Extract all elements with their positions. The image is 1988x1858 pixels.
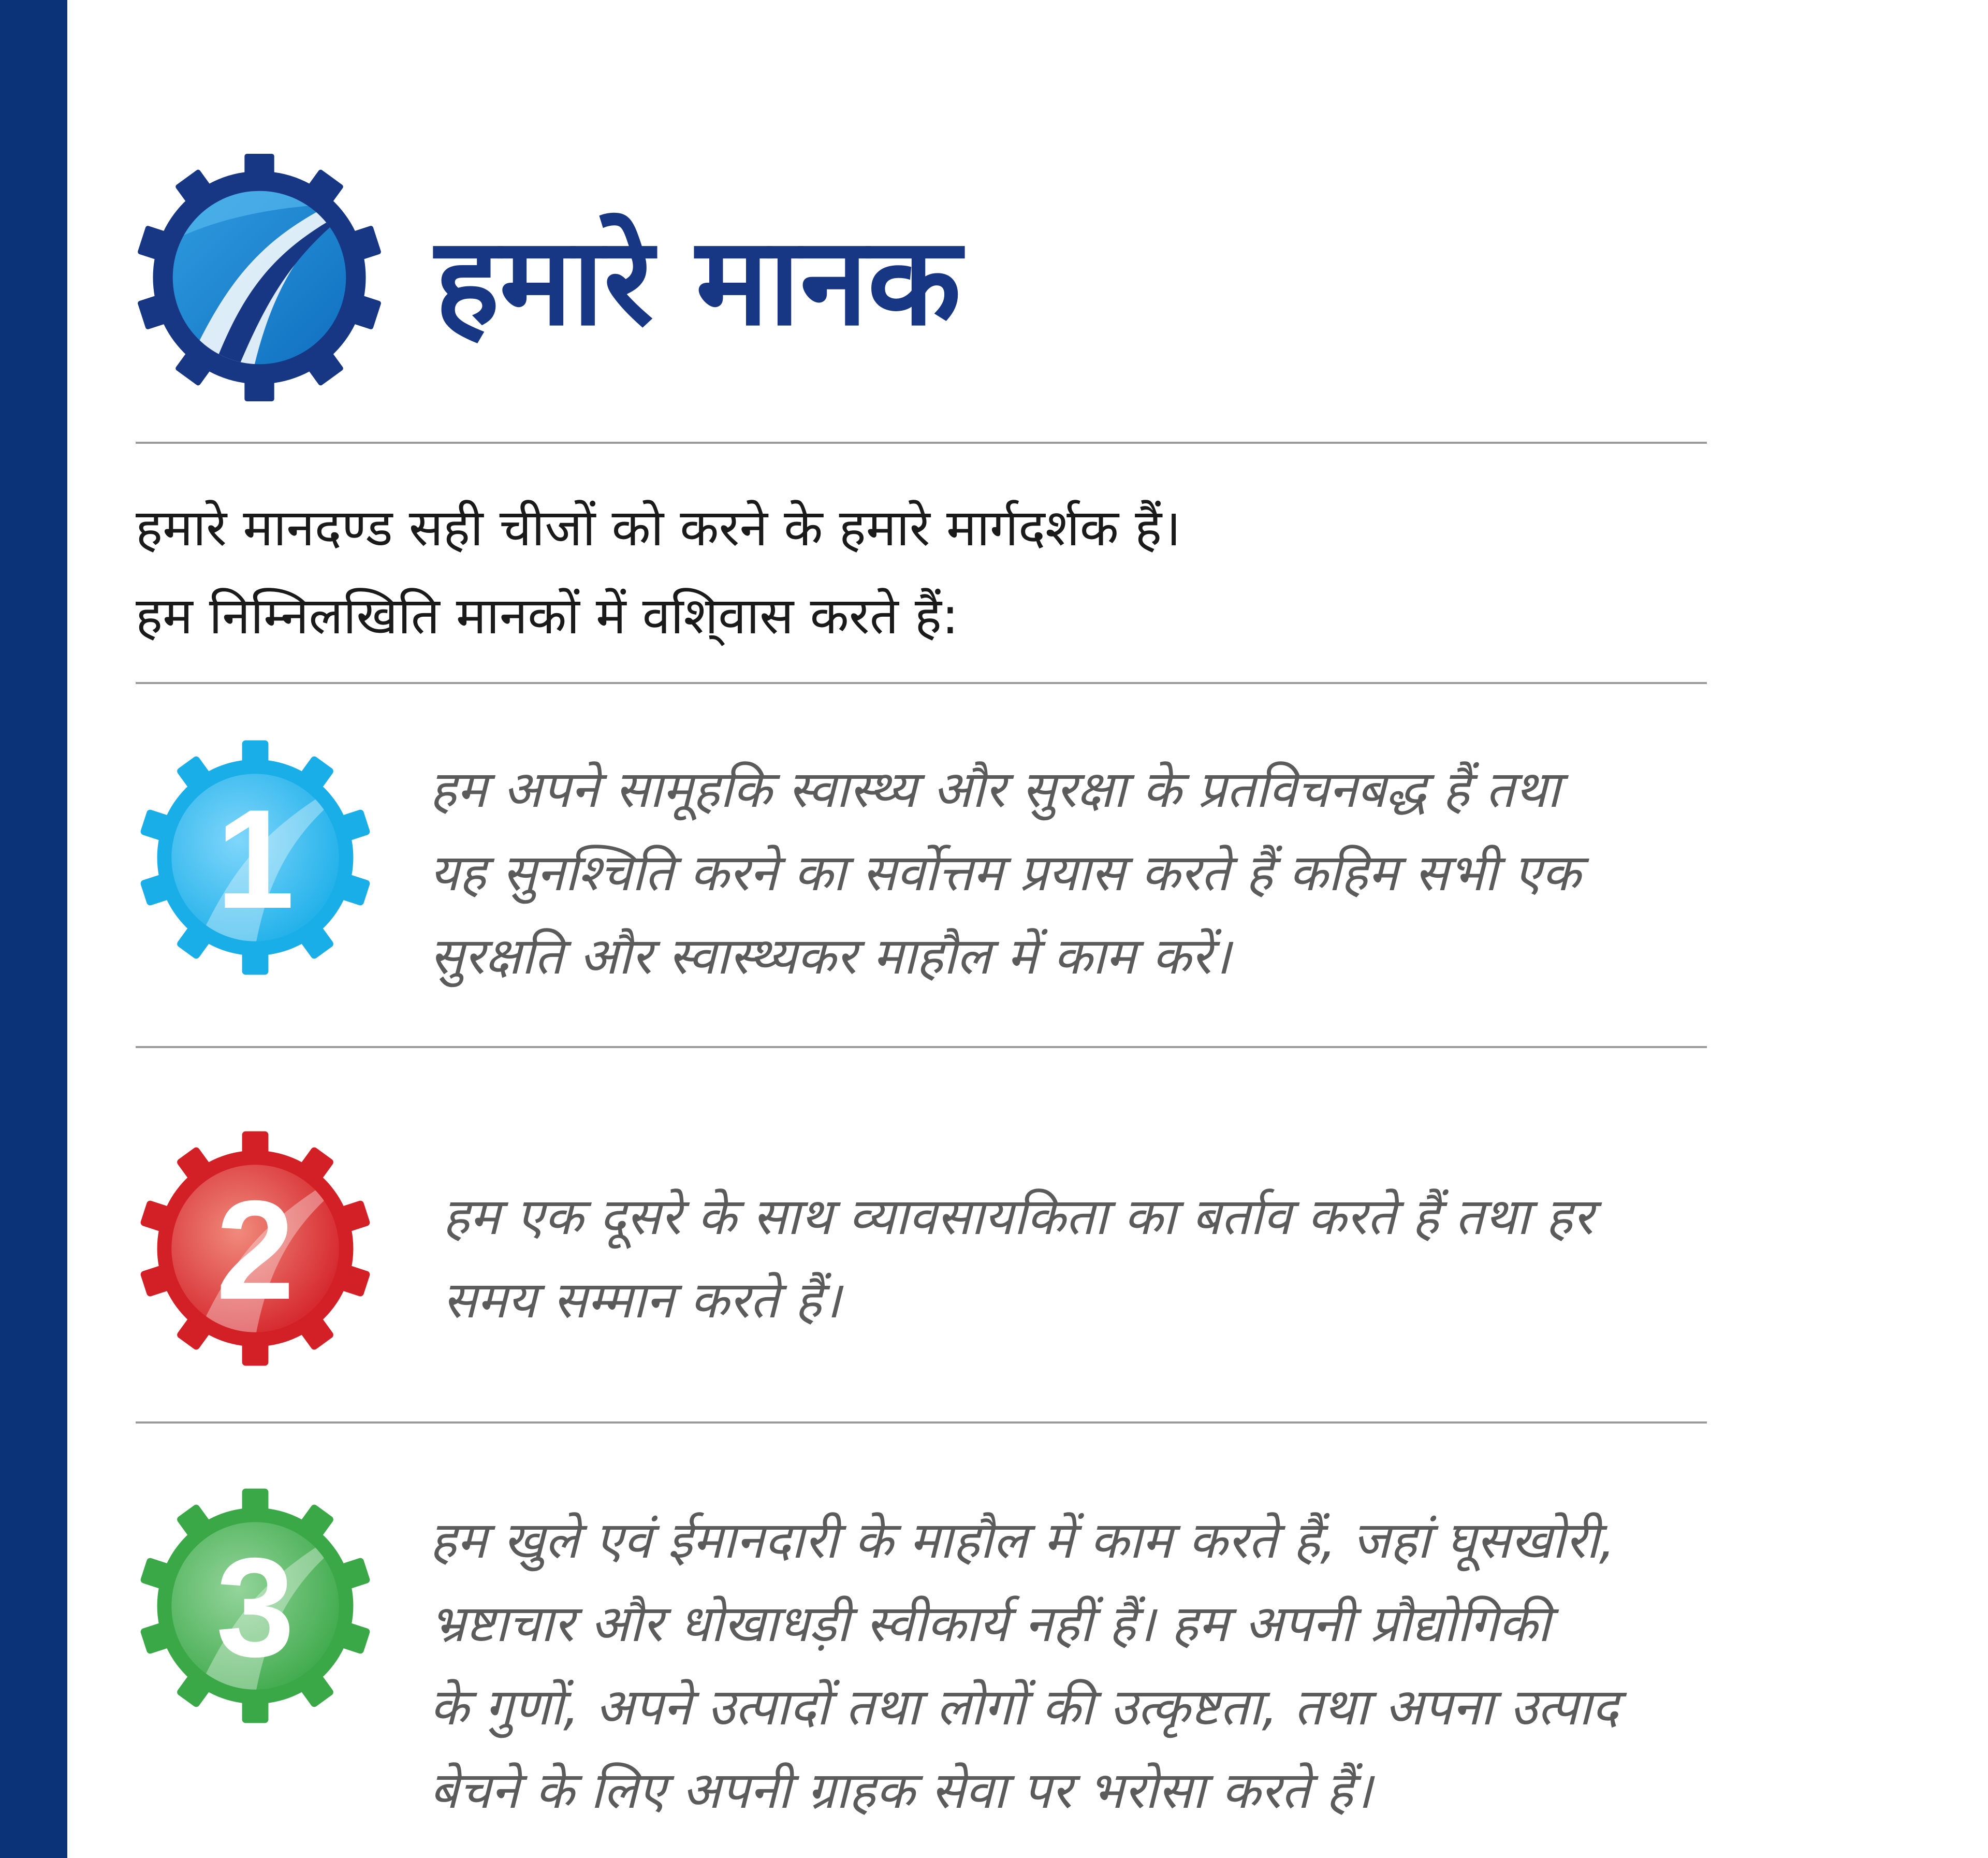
standard-line: सुरक्षति और स्वास्थ्यकर माहौल में काम करें। <box>430 927 1231 986</box>
standard-line: भ्रष्टाचार और धोखाधड़ी स्वीकार्य नहीं हैं। हम अपनी प्रौद्योगिकी <box>430 1594 1551 1653</box>
divider <box>136 1046 1707 1048</box>
gear-road-icon <box>136 154 383 401</box>
standard-line: हम खुले एवं ईमानदारी के माहौल में काम करते हैं, जहां घूसखोरी, <box>430 1511 1615 1570</box>
standard-line: बेचने के लिए अपनी ग्राहक सेवा पर भरोसा करते हैं। <box>430 1761 1372 1820</box>
intro-line-1: हमारे मानदण्ड सही चीजों को करने के हमारे मार्गदर्शक हैं। <box>136 499 1181 558</box>
intro-line-2: हम निम्निलखिति मानकों में वशि्वास करते हैं: <box>136 587 959 646</box>
standard-text <box>430 748 1724 998</box>
intro-text <box>136 484 1689 660</box>
standard-line: हम अपने सामूहकि स्वास्थ्य और सुरक्षा के प्रतविचनबद्ध हैं तथा <box>430 760 1560 819</box>
standard-text <box>443 1175 1737 1342</box>
standard-number: 1 <box>216 780 295 938</box>
page-title: हमारे मानक <box>435 211 961 353</box>
standard-line: समय सम्मान करते हैं। <box>443 1271 841 1330</box>
gear-road-icon <box>136 738 375 977</box>
side-bar <box>0 0 67 1858</box>
standard-text <box>430 1499 1724 1833</box>
divider <box>136 682 1707 684</box>
gear-road-icon <box>136 1486 375 1725</box>
divider <box>136 442 1707 444</box>
standard-number: 2 <box>216 1171 295 1329</box>
gear-road-icon <box>136 1129 375 1368</box>
standard-number: 3 <box>216 1528 295 1687</box>
standard-line: के गुणों, अपने उत्पादों तथा लोगों की उत्कृष्टता, तथा अपना उत्पाद <box>430 1678 1619 1737</box>
divider <box>136 1421 1707 1424</box>
standard-line: हम एक दूसरे के साथ व्यावसायकिता का बर्ताव करते हैं तथा हर <box>443 1187 1594 1246</box>
standard-line: यह सुनश्चिति करने का सर्वोत्तम प्रयास करते हैं कहिम सभी एक <box>430 844 1581 903</box>
